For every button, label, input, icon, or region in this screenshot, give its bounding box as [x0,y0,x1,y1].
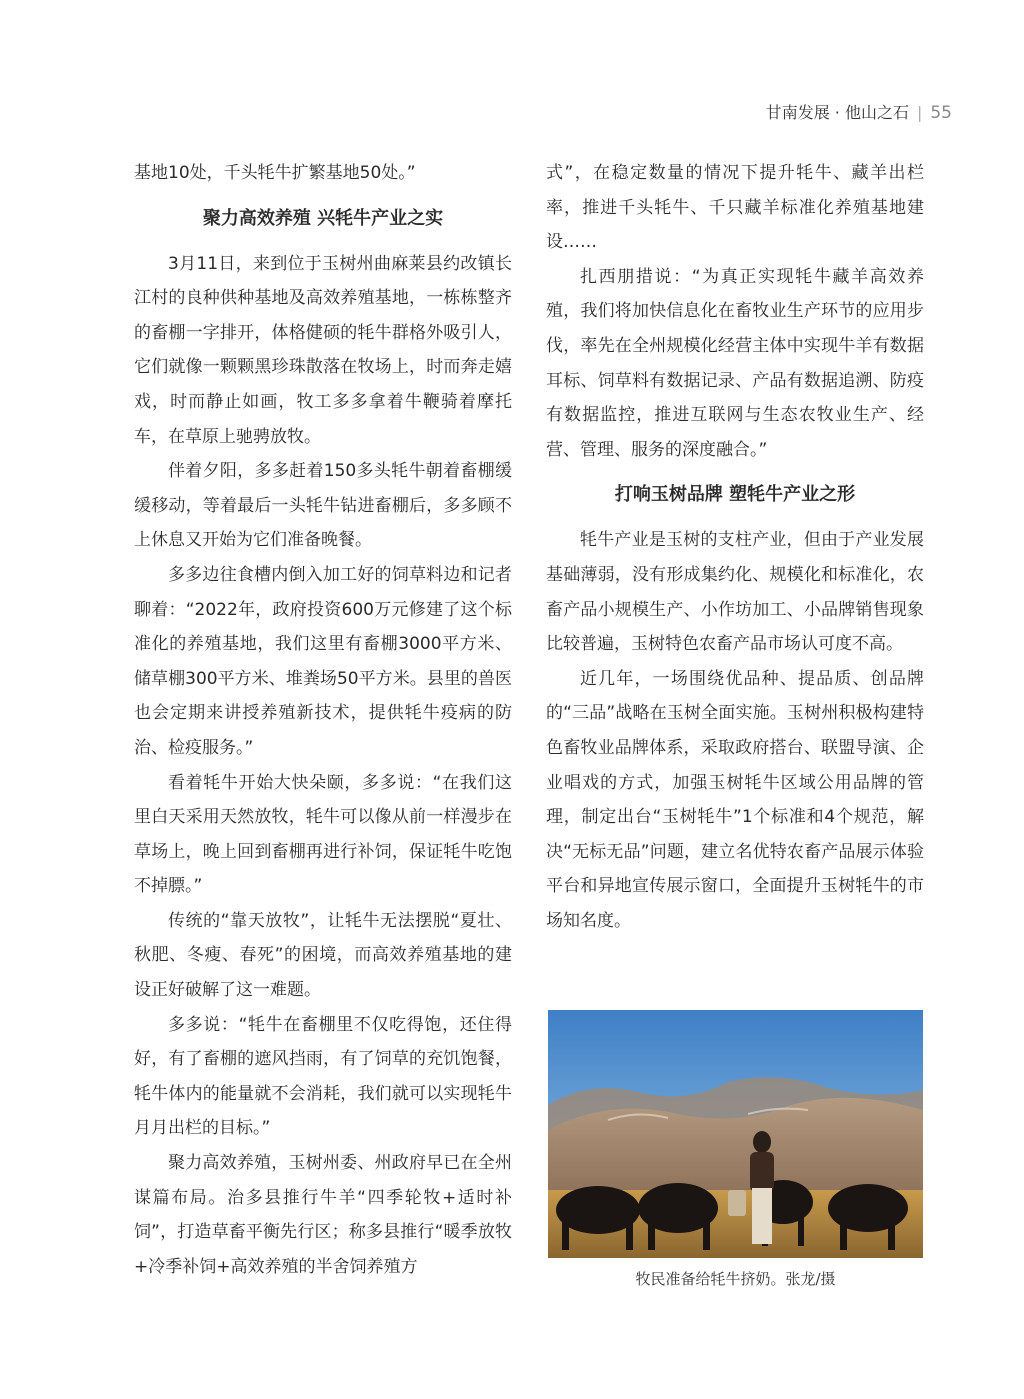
paragraph: 牦牛产业是玉树的支柱产业，但由于产业发展基础薄弱，没有形成集约化、规模化和标准化，农畜产品小规模生产、小作坊加工、小品牌销售现象比较普遍，玉树特色农畜产品市场认可度不高。 [546,530,924,655]
running-header [766,100,952,123]
paragraph: 传统的“靠天放牧”，让牦牛无法摆脱“夏壮、秋肥、冬瘦、春死”的困境，而高效养殖基地的建设正好破解了这一难题。 [134,910,512,1001]
section-title: 甘南发展 · 他山之石 [765,103,909,122]
paragraph: 看着牦牛开始大快朵颐，多多说：“在我们这里白天采用天然放牧，牦牛可以像从前一样漫步在草场上，晚上回到畜棚再进行补饲，保证牦牛吃饱不掉膘。” [134,772,512,897]
paragraph: 多多说：“牦牛在畜棚里不仅吃得饱，还住得好，有了畜棚的遮风挡雨，有了饲草的充饥饱餐，牦牛体内的能量就不会消耗，我们就可以实现牦牛月月出栏的目标。” [134,1014,512,1139]
yak-herder-photo [548,1010,923,1258]
section-heading: 打响玉树品牌 塑牦牛产业之形 [614,484,856,506]
section-heading: 聚力高效养殖 兴牦牛产业之实 [202,207,444,229]
header-divider: | [916,103,923,122]
left-column [134,156,512,1284]
paragraph: 伴着夕阳，多多赶着150多头牦牛朝着畜棚缓缓移动，等着最后一头牦牛钻进畜棚后，多多顾不上休息又开始为它们准备晚餐。 [134,461,512,551]
paragraph: 3月11日，来到位于玉树州曲麻莱县约改镇长江村的良种供种基地及高效养殖基地，一栋栋整齐的畜棚一字排开，体格健硕的牦牛群格外吸引人，它们就像一颗颗黑珍珠散落在牧场上，时而奔走嬉戏，时而静止如画，牧工多多拿着牛鞭骑着摩托车，在草原上驰骋放牧。 [134,253,512,447]
paragraph: 扎西朋措说：“为真正实现牦牛藏羊高效养殖，我们将加快信息化在畜牧业生产环节的应用步伐，率先在全州规模化经营主体中实现牛羊有数据耳标、饲草料有数据记录、产品有数据追溯、防疫有数据监控，推进互联网与生态农牧业生产、经营、管理、服务的深度融合。” [546,266,924,460]
paragraph: 基地10处，千头牦牛扩繁基地50处。” [134,163,416,183]
photo-illustration [548,1010,923,1258]
paragraph: 式”，在稳定数量的情况下提升牦牛、藏羊出栏率，推进千头牦牛、千只藏羊标准化养殖基地建设…… [546,163,924,253]
page-number: 55 [930,103,952,123]
paragraph: 多多边往食槽内倒入加工好的饲草料边和记者聊着：“2022年，政府投资600万元修建了这个标准化的养殖基地，我们这里有畜棚3000平方米、储草棚300平方米、堆粪场50平方米。县里的兽医也会定期来讲授养殖新技术，提供牦牛疫病的防治、检疫服务。” [134,564,512,758]
paragraph: 聚力高效养殖，玉树州委、州政府早已在全州谋篇布局。治多县推行牛羊“四季轮牧+适时补饲”，打造草畜平衡先行区；称多县推行“暖季放牧+冷季补饲+高效养殖的半舍饲养殖方 [134,1153,512,1277]
paragraph: 近几年，一场围绕优品种、提品质、创品牌的“三品”战略在玉树全面实施。玉树州积极构建特色畜牧业品牌体系，采取政府搭台、联盟导演、企业唱戏的方式，加强玉树牦牛区域公用品牌的管理，制定出台“玉树牦牛”1个标准和4个规范，解决“无标无品”问题，建立名优特农畜产品展示体验平台和异地宣传展示窗口，全面提升玉树牦牛的市场知名度。 [546,668,924,931]
right-column [546,156,924,938]
photo-caption: 牧民准备给牦牛挤奶。张龙/摄 [635,1270,836,1288]
